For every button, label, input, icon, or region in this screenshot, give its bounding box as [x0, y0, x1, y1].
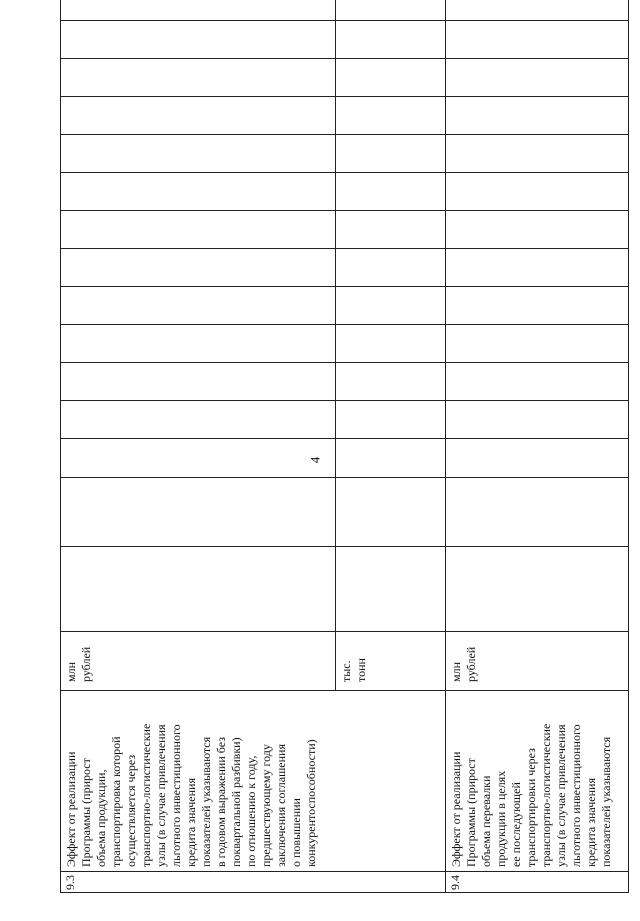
empty-cell	[336, 478, 446, 547]
page-number: 4	[307, 456, 323, 464]
empty-cell	[336, 97, 446, 135]
empty-cell	[336, 59, 446, 97]
empty-cell	[61, 401, 336, 439]
empty-cell	[61, 363, 336, 401]
empty-cell	[336, 173, 446, 211]
empty-cell	[61, 325, 336, 363]
table-row	[61, 0, 336, 893]
empty-cell	[61, 478, 336, 547]
empty-cell	[61, 547, 336, 632]
row-name: Эффект от реализации Программы (прирост объема перевалки продукции в целях ее последующей транспортировки через транспортно-логистические узлы (в случае привлечения льготного инвестиционного кредита значения показателей указываются	[446, 691, 629, 872]
empty-cell	[336, 211, 446, 249]
unit-cell: млн рублей	[446, 632, 629, 691]
empty-cell	[336, 249, 446, 287]
unit-cell: млн рублей	[61, 632, 336, 691]
empty-cell	[446, 478, 629, 547]
empty-cell	[446, 287, 629, 325]
row-name: Эффект от реализации Программы (прирост объема продукции, транспортировка которой осуществляется через транспортно-логистические узлы (в случае привлечения льготного инвестиционного кредита значения показателей указываются в годовом выражении без поквартальной разбивки) по отношению к году, предшествующему году заключения соглашения о повышении конкурентоспособности)	[61, 691, 446, 872]
empty-cell	[61, 59, 336, 97]
empty-cell	[336, 287, 446, 325]
empty-cell	[446, 363, 629, 401]
empty-cell	[446, 21, 629, 59]
empty-cell	[336, 439, 446, 478]
empty-cell	[336, 135, 446, 173]
empty-cell	[446, 249, 629, 287]
empty-cell	[61, 249, 336, 287]
empty-cell	[336, 0, 446, 21]
empty-cell	[61, 21, 336, 59]
row-number: 9.4	[446, 872, 629, 893]
empty-cell	[336, 325, 446, 363]
empty-cell	[336, 401, 446, 439]
empty-cell	[61, 439, 336, 478]
empty-cell	[446, 59, 629, 97]
empty-cell	[336, 21, 446, 59]
empty-cell	[61, 135, 336, 173]
empty-cell	[446, 173, 629, 211]
empty-cell	[446, 439, 629, 478]
empty-cell	[446, 97, 629, 135]
empty-cell	[446, 211, 629, 249]
table-row	[446, 0, 629, 893]
empty-cell	[61, 287, 336, 325]
empty-cell	[61, 173, 336, 211]
effects-table	[60, 0, 629, 893]
table-wrapper	[60, 21, 629, 893]
row-number: 9.3	[61, 872, 446, 893]
table-landscape	[60, 21, 629, 893]
empty-cell	[61, 97, 336, 135]
empty-cell	[61, 0, 336, 21]
empty-cell	[446, 547, 629, 632]
empty-cell	[336, 547, 446, 632]
empty-cell	[336, 363, 446, 401]
empty-cell	[446, 325, 629, 363]
empty-cell	[446, 401, 629, 439]
empty-cell	[61, 211, 336, 249]
empty-cell	[446, 0, 629, 21]
unit-cell: тыс. тонн	[336, 632, 446, 691]
empty-cell	[446, 135, 629, 173]
